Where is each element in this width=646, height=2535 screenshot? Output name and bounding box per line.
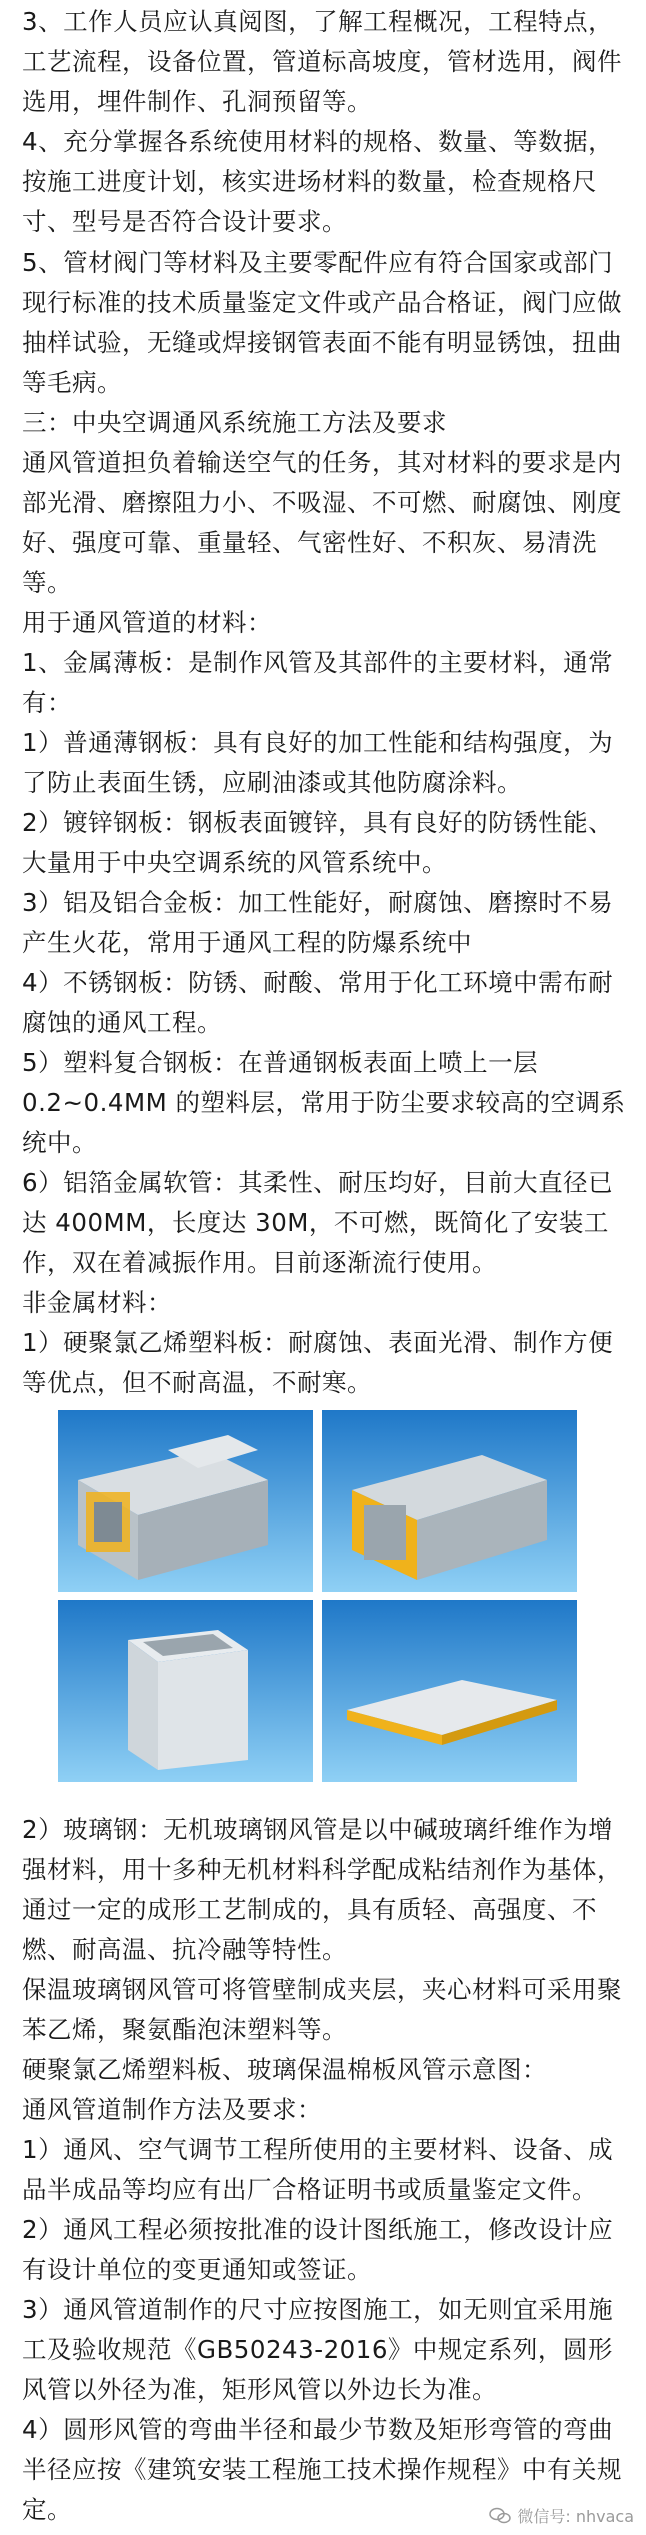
paragraph-3: 3、工作人员应认真阅图，了解工程概况，工程特点，工艺流程，设备位置，管道标高坡度，管材选用，阀件选用，埋件制作、孔洞预留等。 (22, 7, 622, 116)
item-fiberglass: 2）玻璃钢：无机玻璃钢风管是以中碱玻璃纤维作为增强材料，用十多种无机材料科学配成粘结剂作为基体，通过一定的成形工艺制成的，具有质轻、高强度、不燃、耐高温、抗冷融等特性。 (22, 1815, 622, 1964)
item-foil-hose: 6）铝箔金属软管：其柔性、耐压均好，目前大直径已达 400MM，长度达 30M，不可燃，既简化了安装工作，双在着减振作用。目前逐渐流行使用。 (22, 1168, 614, 1277)
item-pvc: 1）硬聚氯乙烯塑料板：耐腐蚀、表面光滑、制作方便等优点，但不耐高温，不耐寒。 (22, 1328, 614, 1397)
fab-item-1: 1）通风、空气调节工程所使用的主要材料、设备、成品半成品等均应有出厂合格证明书或质量鉴定文件。 (22, 2135, 614, 2204)
duct-figure (58, 1410, 578, 1782)
paragraph-intro: 通风管道担负着输送空气的任务，其对材料的要求是内部光滑、磨擦阻力小、不吸湿、不可燃、耐腐蚀、刚度好、强度可靠、重量轻、气密性好、不积灰、易清洗等。 (22, 448, 622, 597)
duct-photo-box (58, 1600, 313, 1782)
item-aluminum: 3）铝及铝合金板：加工性能好，耐腐蚀、磨擦时不易产生火花，常用于通风工程的防爆系统中 (22, 888, 614, 957)
duct-photo-tee (58, 1410, 313, 1592)
figure-caption: 硬聚氯乙烯塑料板、玻璃保温棉板风管示意图： (22, 2055, 547, 2084)
watermark (489, 2504, 634, 2527)
duct-photo-panel (322, 1600, 577, 1782)
item-galvanized-steel: 2）镀锌钢板：钢板表面镀锌，具有良好的防锈性能、大量用于中央空调系统的风管系统中。 (22, 808, 614, 877)
subheading-materials: 用于通风管道的材料： (22, 608, 272, 637)
section-heading: 三：中央空调通风系统施工方法及要求 (22, 408, 447, 437)
fab-item-4: 4）圆形风管的弯曲半径和最少节数及矩形弯管的弯曲半径应按《建筑安装工程施工技术操作规程》中有关规定。 (22, 2415, 622, 2524)
wechat-icon (489, 2507, 511, 2525)
item-plastic-composite: 5）塑料复合钢板：在普通钢板表面上喷上一层0.2~0.4MM 的塑料层，常用于防尘要求较高的空调系统中。 (22, 1048, 626, 1157)
item-plain-steel: 1）普通薄钢板：具有良好的加工性能和结构强度，为了防止表面生锈，应刷油漆或其他防腐涂料。 (22, 728, 614, 797)
paragraph-insulated-duct: 保温玻璃钢风管可将管壁制成夹层，夹心材料可采用聚苯乙烯，聚氨酯泡沫塑料等。 (22, 1975, 622, 2044)
paragraph-5: 5、管材阀门等材料及主要零配件应有符合国家或部门现行标准的技术质量鉴定文件或产品合格证，阀门应做抽样试验，无缝或焊接钢管表面不能有明显锈蚀，扭曲等毛病。 (22, 248, 622, 397)
subheading-nonmetal: 非金属材料： (22, 1288, 172, 1317)
fab-item-3: 3）通风管道制作的尺寸应按图施工，如无则宜采用施工及验收规范《GB50243-2016》中规定系列，圆形风管以外径为准，矩形风管以外边长为准。 (22, 2295, 614, 2404)
fab-item-2: 2）通风工程必须按批准的设计图纸施工，修改设计应有设计单位的变更通知或签证。 (22, 2215, 614, 2284)
watermark-text: 微信号: nhvaca (517, 2507, 634, 2526)
item-stainless: 4）不锈钢板：防锈、耐酸、常用于化工环境中需布耐腐蚀的通风工程。 (22, 968, 614, 1037)
duct-photo-straight (322, 1410, 577, 1592)
paragraph-metal-sheet: 1、金属薄板：是制作风管及其部件的主要材料，通常有： (22, 648, 614, 717)
paragraph-4: 4、充分掌握各系统使用材料的规格、数量、等数据，按施工进度计划，核实进场材料的数量，检查规格尺寸、型号是否符合设计要求。 (22, 127, 614, 236)
subheading-fabrication: 通风管道制作方法及要求： (22, 2095, 322, 2124)
